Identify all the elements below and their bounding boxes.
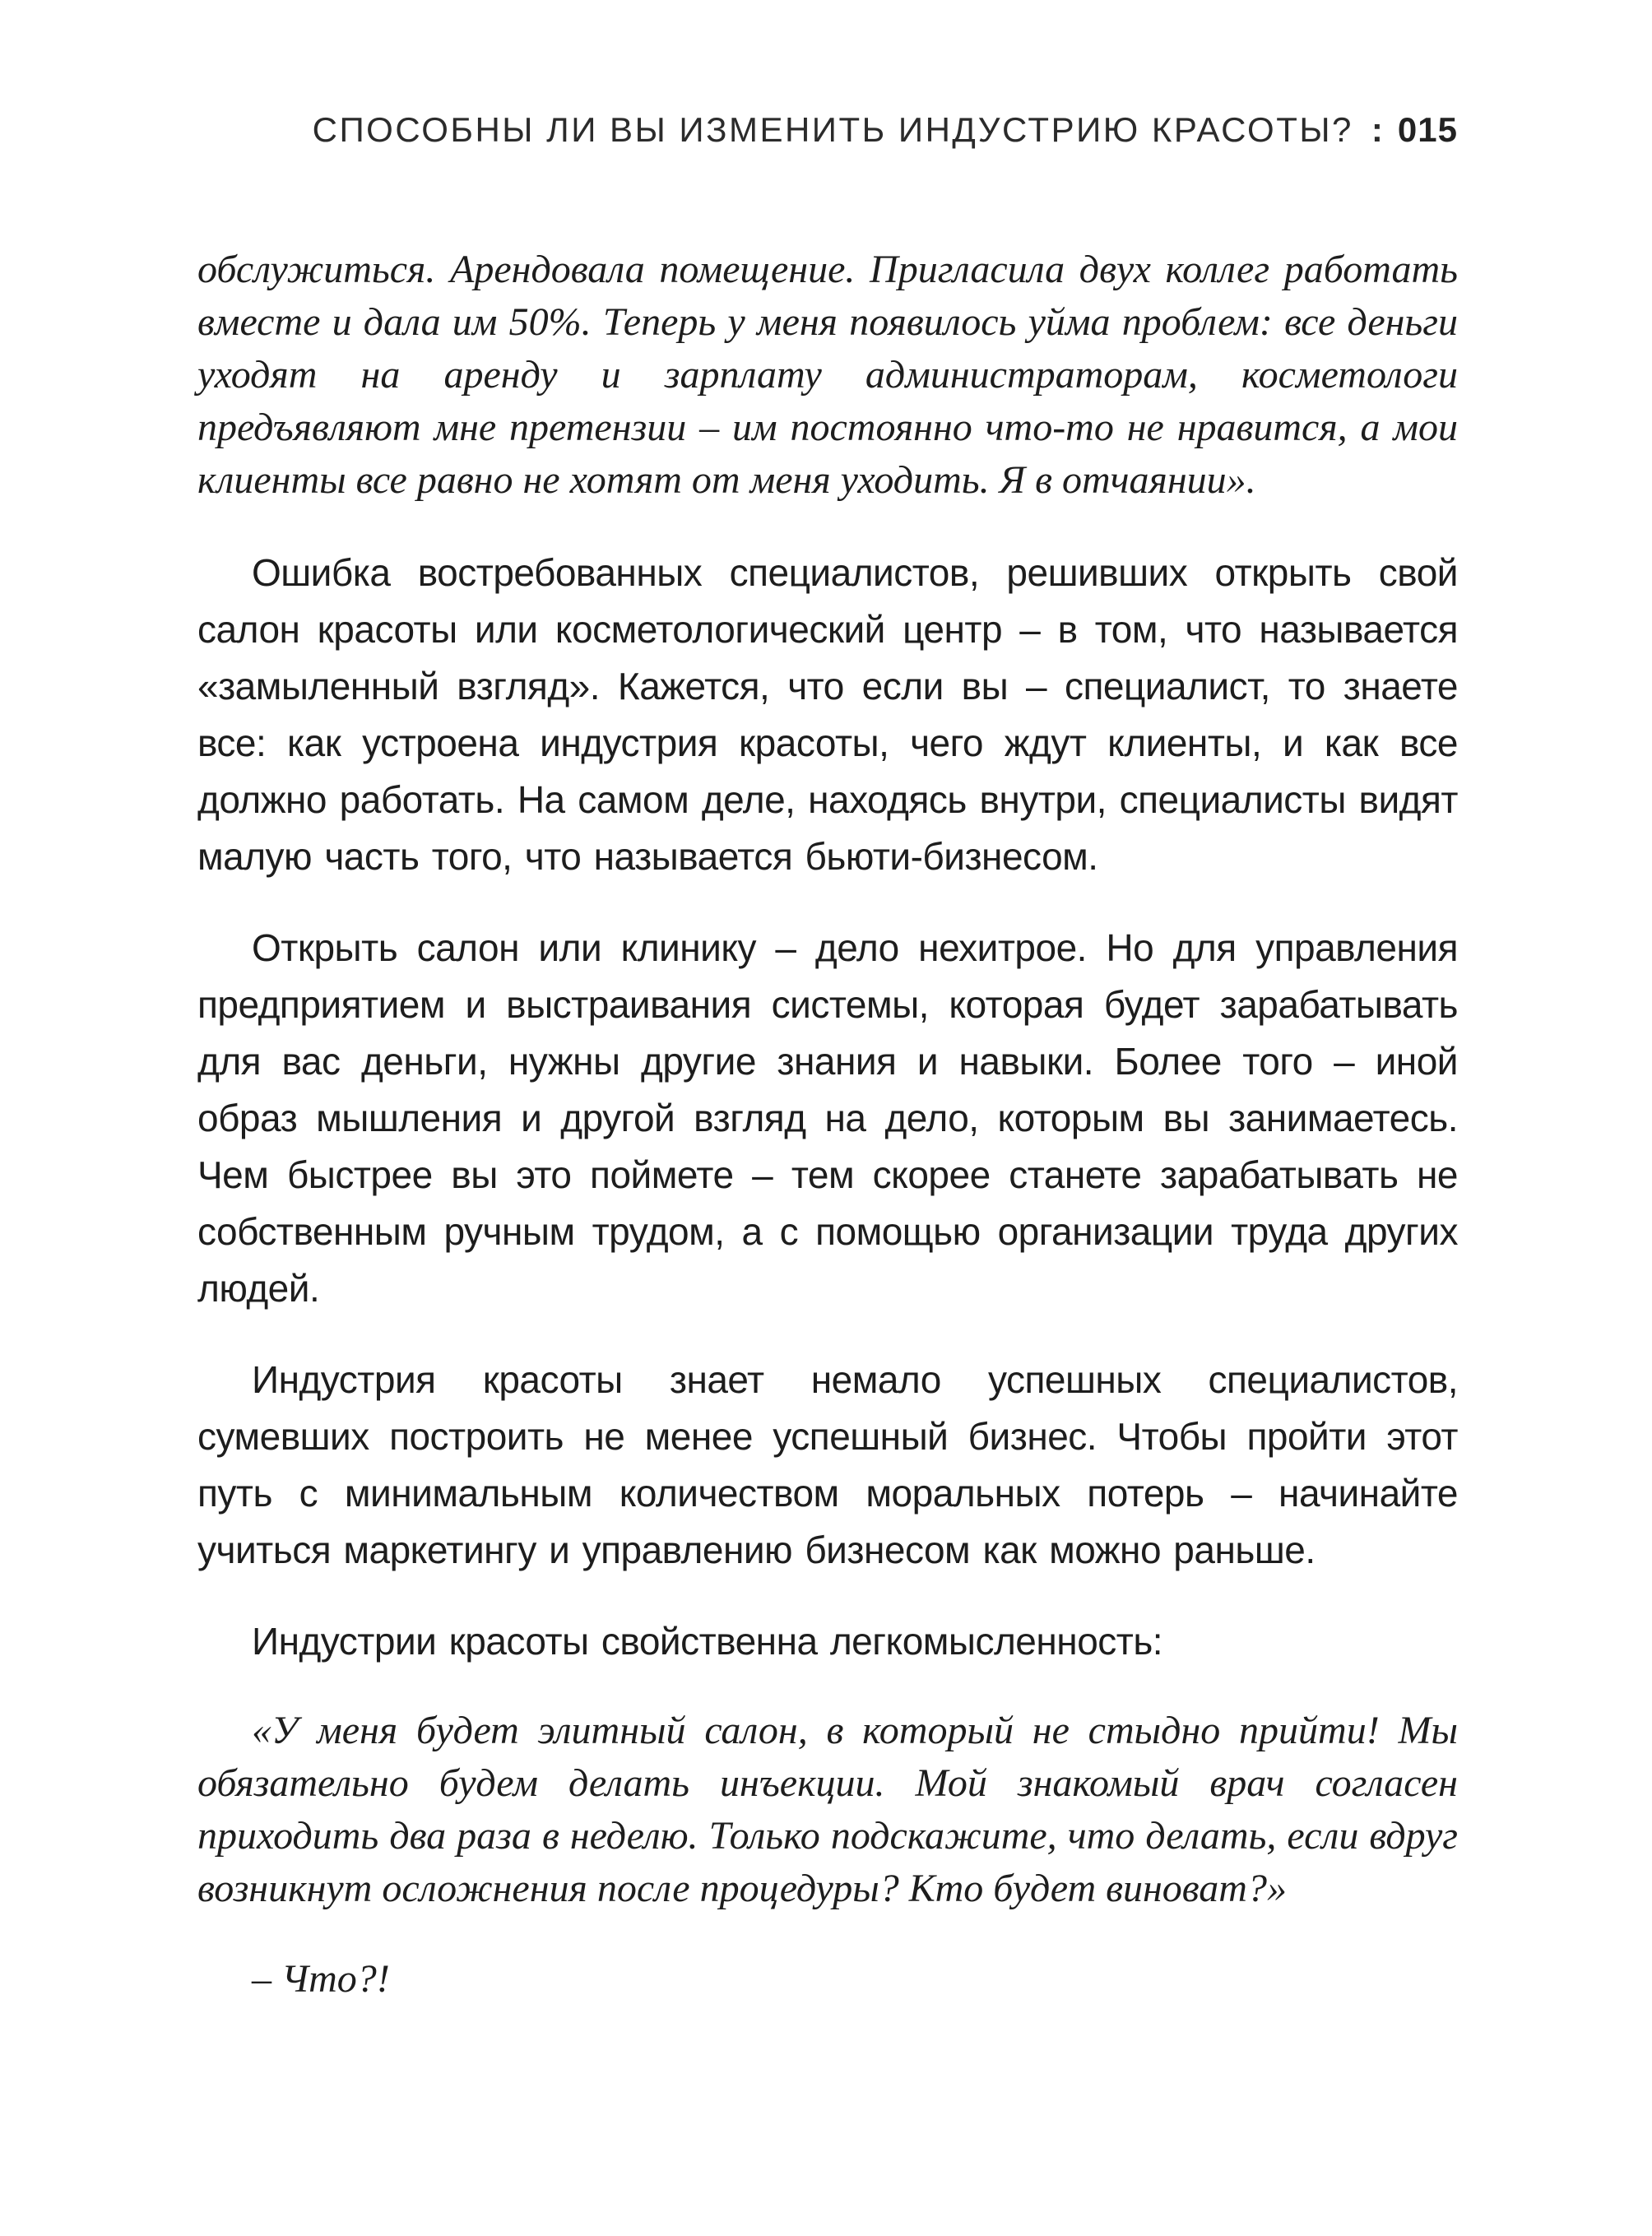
page-number: 015 bbox=[1397, 110, 1458, 149]
paragraph: «У меня будет элитный салон, в который не стыдно прийти! Мы обязательно будем делать инъекции. Мой знакомый врач согласен приходить два раза в неделю. Только подскажите, что делать, если вдруг возникнут осложнения после процедуры? Кто будет виноват?» bbox=[197, 1709, 1458, 1910]
paragraph: – Что?! bbox=[252, 1957, 390, 2001]
header-separator: : bbox=[1371, 110, 1383, 149]
paragraph: Открыть салон или клинику – дело нехитрое. Но для управления предприятием и выстраивания системы, которая будет зарабатывать для вас деньги, нужны другие знания и навыки. Более того – иной образ мышления и другой взгляд на дело, которым вы занимаетесь. Чем быстрее вы это поймете – тем скорее станете зарабатывать не собственным ручным трудом, а с помощью организации труда других людей. bbox=[197, 926, 1458, 1310]
chapter-title: СПОСОБНЫ ЛИ ВЫ ИЗМЕНИТЬ ИНДУСТРИЮ КРАСОТЫ? bbox=[312, 110, 1353, 149]
paragraph: Ошибка востребованных специалистов, решивших открыть свой салон красоты или косметологический центр – в том, что называется «замыленный взгляд». Кажется, что если вы – специалист, то знаете все: как устроена индустрия красоты, чего ждут клиенты, и как все должно работать. На самом деле, находясь внутри, специалисты видят малую часть того, что называется бьюти-бизнесом. bbox=[197, 551, 1458, 878]
paragraph: обслужиться. Арендовала помещение. Пригласила двух коллег работать вместе и дала им 50%. Теперь у меня появилось уйма проблем: все деньги уходят на аренду и зарплату администраторам, косметологи предъявляют мне претензии – им постоянно что-то не нравится, а мои клиенты все равно не хотят от меня уходить. Я в отчаянии». bbox=[197, 248, 1458, 502]
paragraph: Индустрия красоты знает немало успешных специалистов, сумевших построить не менее успешный бизнес. Чтобы пройти этот путь с минимальным количеством моральных потерь – начинайте учиться маркетингу и управлению бизнесом как можно раньше. bbox=[197, 1358, 1458, 1571]
running-header bbox=[197, 110, 1458, 150]
page-body bbox=[197, 244, 1458, 2006]
paragraph: Индустрии красоты свойственна легкомысленность: bbox=[252, 1620, 1163, 1663]
